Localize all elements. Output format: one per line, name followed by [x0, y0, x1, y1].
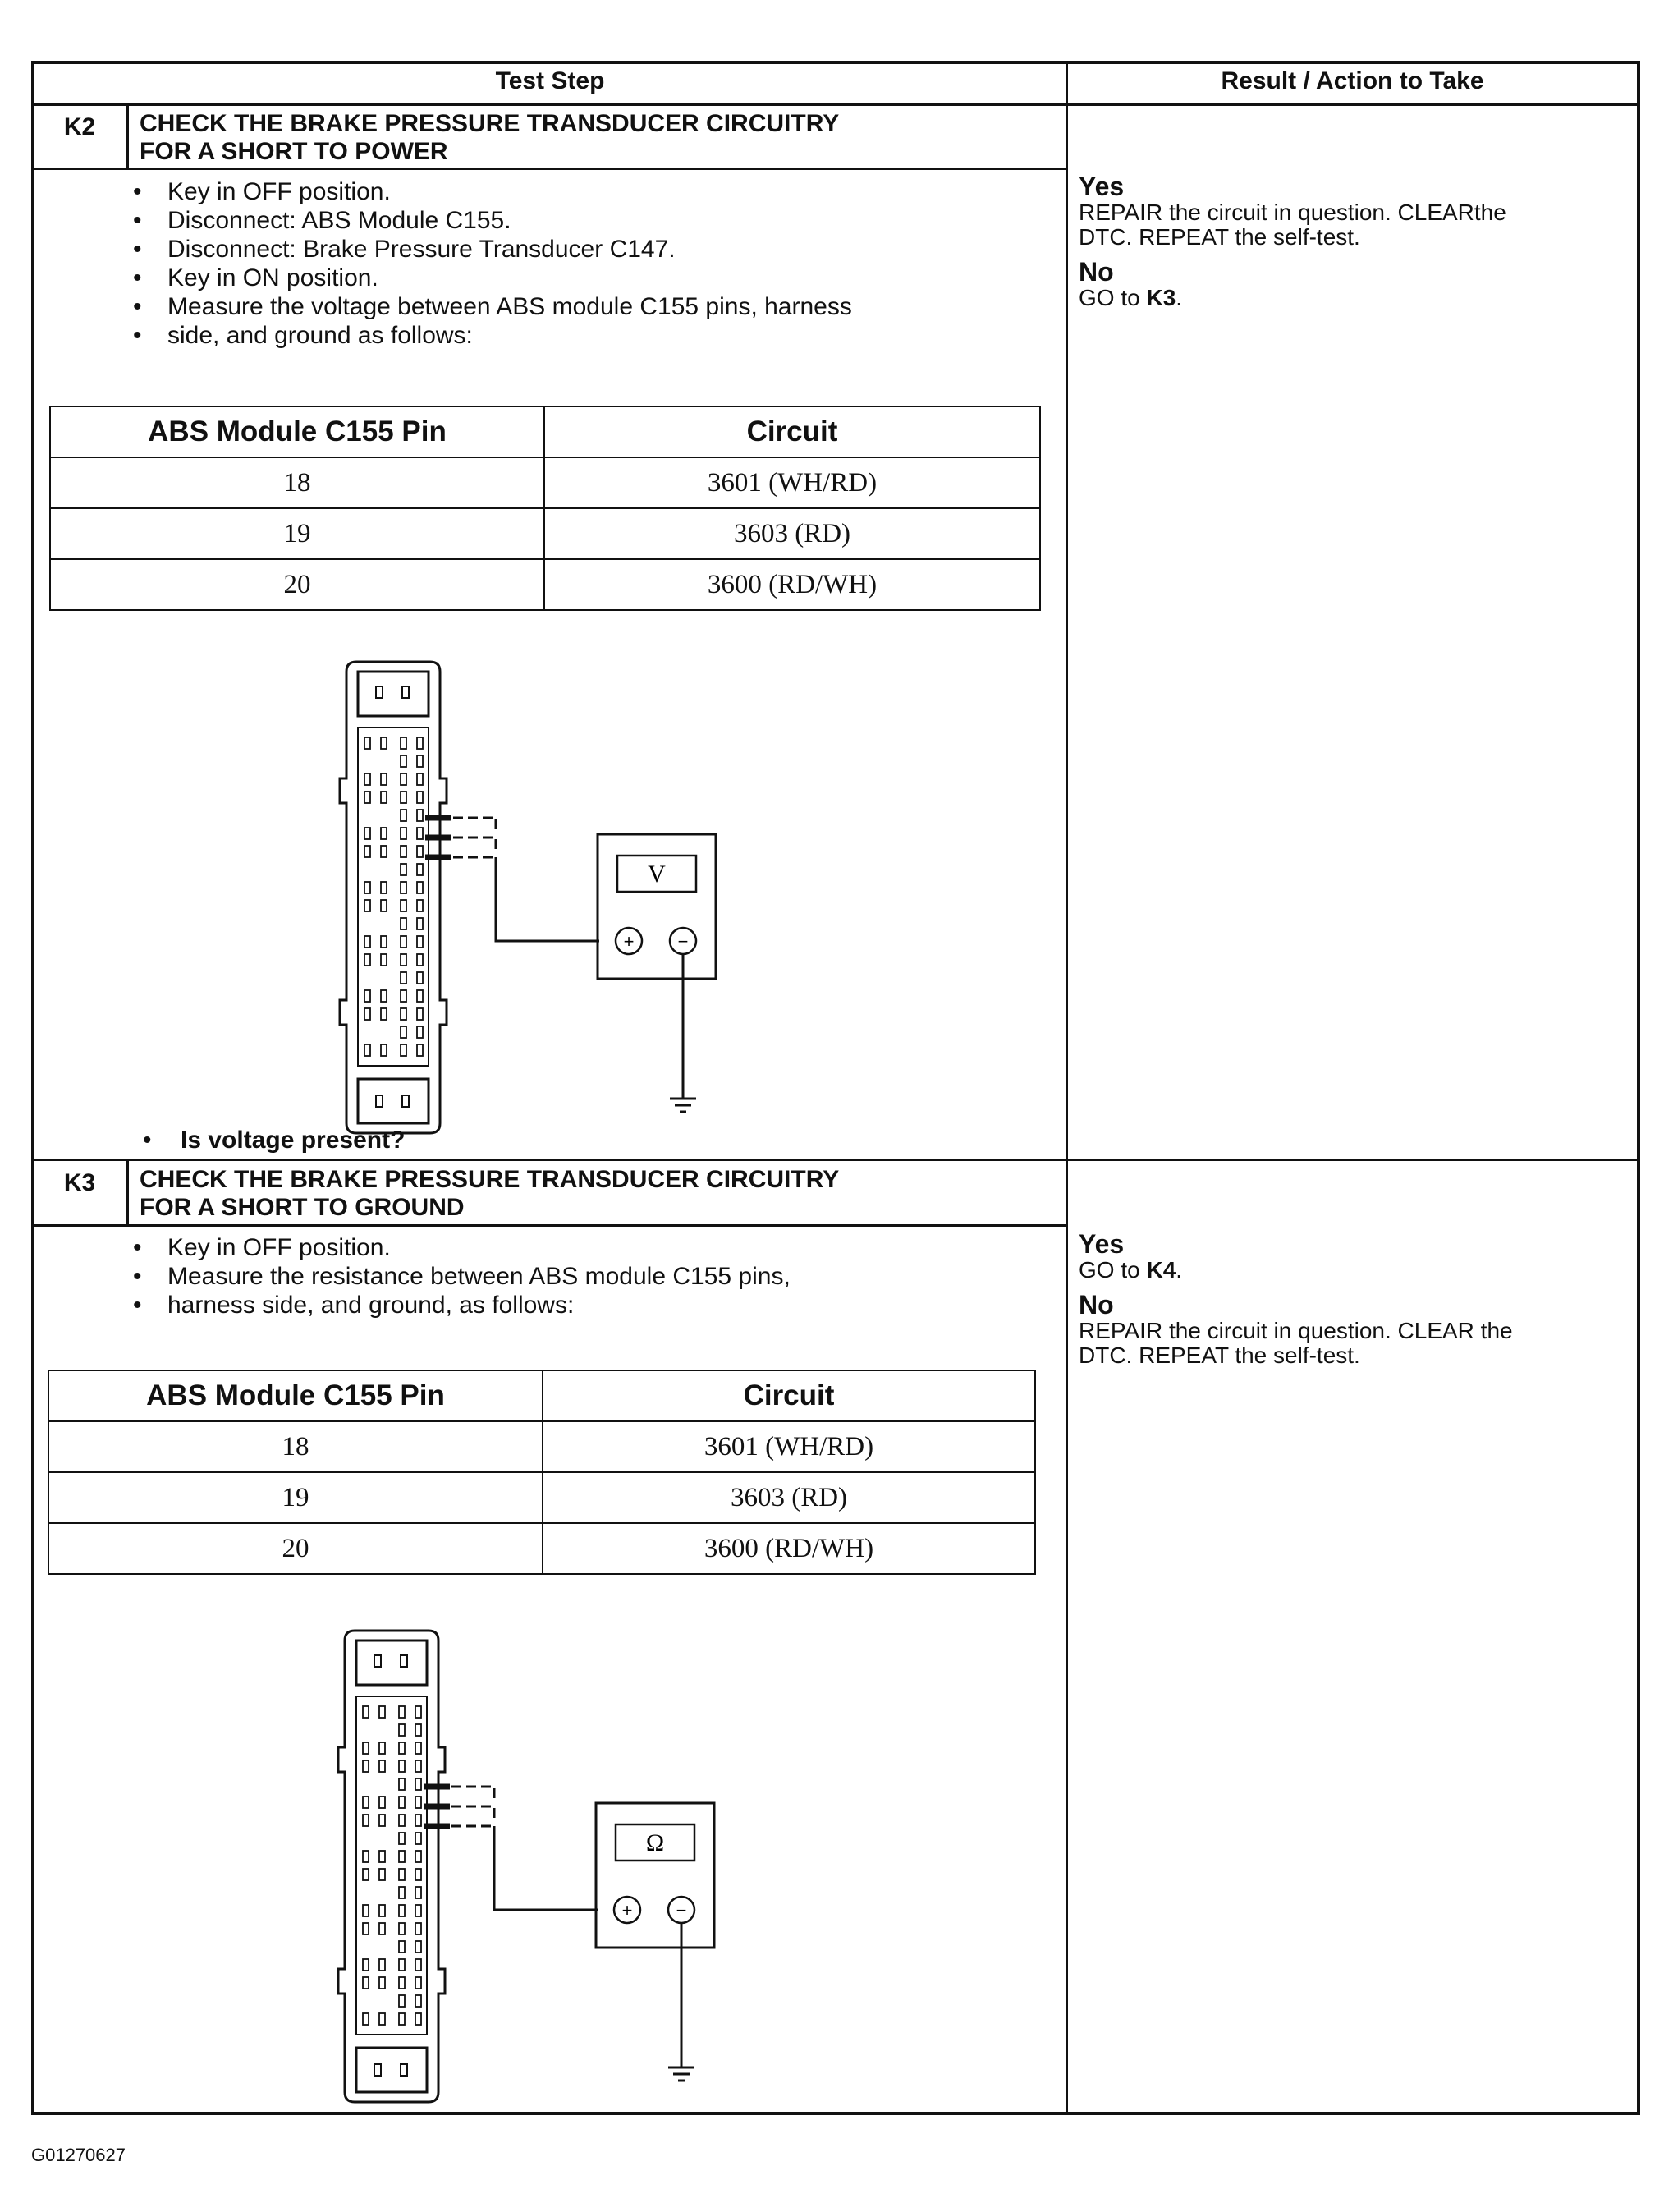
pin-table-k3 [48, 1370, 1036, 1575]
connector-pin [364, 936, 370, 948]
instruction-list-k3 [126, 1233, 791, 1319]
meter-minus: − [676, 1900, 687, 1921]
connector-pin [399, 1995, 405, 2007]
circuit-cell: 3601 (WH/RD) [544, 457, 1040, 508]
connector-pin [415, 1905, 421, 1916]
yes-action-line: DTC. REPEAT the self-test. [1079, 224, 1360, 250]
yes-action [1079, 1258, 1629, 1283]
connector-pin [417, 828, 423, 839]
connector-pin [401, 846, 406, 857]
circuit-cell: 3600 (RD/WH) [543, 1523, 1035, 1574]
connector-pin [401, 1044, 406, 1056]
yes-target-link[interactable]: K4 [1146, 1257, 1176, 1283]
meter-plus: + [621, 1900, 633, 1921]
connector-pin [401, 773, 406, 785]
instruction-item: • Key in OFF position. [126, 1233, 791, 1262]
connector-pin [381, 954, 387, 966]
connector-pin [363, 1815, 369, 1826]
connector-pins [364, 737, 423, 1056]
yes-label: Yes [1079, 172, 1125, 201]
connector-pin [363, 1760, 369, 1772]
table-row [48, 1421, 1035, 1472]
instruction-item: • Measure the resistance between ABS module C155 pins, [126, 1262, 791, 1291]
connector-pin [401, 828, 406, 839]
no-prefix: GO to [1079, 285, 1147, 310]
step-id-separator [126, 1161, 129, 1225]
connector-ohmmeter-diagram-k3 [320, 1624, 747, 2117]
connector-pin [363, 1959, 369, 1971]
connector-pin [364, 828, 370, 839]
connector-pin [401, 810, 406, 821]
connector-pin [379, 1959, 385, 1971]
connector-pin [381, 828, 387, 839]
connector-pin [417, 1026, 423, 1038]
step-title-line: CHECK THE BRAKE PRESSURE TRANSDUCER CIRCUITRY [140, 1166, 840, 1193]
connector-pin [399, 1905, 405, 1916]
table-header-row [50, 406, 1040, 457]
connector-pin [415, 1977, 421, 1989]
connector-pin [399, 1706, 405, 1718]
no-suffix: . [1176, 285, 1183, 310]
connector-pin [401, 737, 406, 749]
connector-pin [415, 1797, 421, 1808]
connector-pin [415, 1851, 421, 1862]
connector-pin [401, 954, 406, 966]
connector-pin [417, 810, 423, 821]
connector-pin [381, 773, 387, 785]
no-target-link[interactable]: K3 [1146, 285, 1176, 310]
meter-minus: − [677, 931, 689, 952]
connector-pin [381, 882, 387, 893]
connector-pin [417, 1044, 423, 1056]
connector-pin [399, 1742, 405, 1754]
figure-code: G01270627 [31, 2145, 126, 2165]
connector-icon [340, 662, 447, 1133]
header-test-step: Test Step [495, 67, 605, 94]
connector-pin [363, 1905, 369, 1916]
connector-pin [415, 1995, 421, 2007]
connector-pin [401, 864, 406, 875]
ohmmeter-icon [596, 1803, 714, 1948]
connector-pin [415, 1923, 421, 1934]
table-header [34, 64, 1637, 106]
connector-icon [338, 1631, 445, 2102]
no-label: No [1079, 1290, 1114, 1319]
connector-pin [417, 882, 423, 893]
question-k2: • Is voltage present? [181, 1127, 405, 1154]
instruction-text: harness side, and ground, as follows: [167, 1292, 575, 1319]
connector-pin [399, 1815, 405, 1826]
column-header-pin: ABS Module C155 Pin [48, 1370, 543, 1421]
connector-pin [364, 990, 370, 1002]
test-leads [424, 1787, 598, 1910]
connector-pin [417, 755, 423, 767]
connector-pin [417, 972, 423, 984]
connector-pin [381, 900, 387, 911]
pin-cell: 19 [50, 508, 544, 559]
connector-pin [417, 954, 423, 966]
instruction-list-k2 [126, 177, 852, 350]
step-id-k3: K3 [63, 1169, 96, 1196]
step-title-line: FOR A SHORT TO POWER [140, 138, 448, 165]
connector-pin [415, 1833, 421, 1844]
table-header-row [48, 1370, 1035, 1421]
table-row [48, 1523, 1035, 1574]
column-divider [1066, 64, 1068, 2112]
connector-pin [417, 1008, 423, 1020]
connector-pin [363, 1869, 369, 1880]
circuit-cell: 3603 (RD) [544, 508, 1040, 559]
connector-pin [363, 2013, 369, 2025]
instruction-item: • Key in ON position. [126, 264, 852, 292]
connector-pin [363, 1797, 369, 1808]
step-title-divider [34, 168, 1066, 170]
test-leads [425, 818, 599, 941]
instruction-item: • Disconnect: Brake Pressure Transducer C147. [126, 235, 852, 264]
no-action [1079, 286, 1629, 310]
connector-pin [379, 2013, 385, 2025]
pin-table-k2 [49, 406, 1041, 611]
instruction-item: • Key in OFF position. [126, 177, 852, 206]
connector-pin [379, 1706, 385, 1718]
pin-cell: 20 [48, 1523, 543, 1574]
connector-pin [415, 1815, 421, 1826]
meter-symbol: Ω [645, 1829, 665, 1856]
connector-pin [364, 792, 370, 803]
connector-pin [379, 1851, 385, 1862]
connector-pin [401, 900, 406, 911]
connector-pin [379, 1760, 385, 1772]
instruction-text: side, and ground as follows: [167, 322, 473, 349]
connector-pin [381, 990, 387, 1002]
connector-pin [379, 1977, 385, 1989]
connector-pin [417, 990, 423, 1002]
connector-pin [399, 1760, 405, 1772]
connector-pin [417, 900, 423, 911]
connector-pin [417, 936, 423, 948]
step-id-k2: K2 [63, 113, 96, 140]
connector-pin [399, 1724, 405, 1736]
pin-cell: 18 [50, 457, 544, 508]
connector-pin [417, 918, 423, 929]
yes-prefix: GO to [1079, 1257, 1147, 1283]
connector-pin [364, 846, 370, 857]
connector-pin [415, 1778, 421, 1790]
connector-pin [417, 864, 423, 875]
connector-pin [364, 1044, 370, 1056]
meter-plus: + [623, 931, 635, 952]
connector-pin [401, 936, 406, 948]
connector-pin [401, 792, 406, 803]
instruction-continuation [126, 1291, 791, 1319]
step-title-k2 [140, 110, 839, 166]
connector-pin [415, 1941, 421, 1953]
yes-label: Yes [1079, 1229, 1125, 1259]
test-table [31, 61, 1640, 2115]
connector-pin [417, 737, 423, 749]
connector-pin [417, 792, 423, 803]
instruction-item: • Measure the voltage between ABS module C155 pins, harness [126, 292, 852, 321]
connector-pin [401, 1008, 406, 1020]
connector-pin [415, 1706, 421, 1718]
step-title-divider [34, 1224, 1066, 1227]
table-row [50, 508, 1040, 559]
connector-pin [401, 1026, 406, 1038]
connector-pin [379, 1869, 385, 1880]
connector-pin [417, 846, 423, 857]
connector-pin [401, 755, 406, 767]
connector-pin [381, 792, 387, 803]
connector-pin [381, 936, 387, 948]
connector-pin [415, 2013, 421, 2025]
connector-pin [399, 1797, 405, 1808]
connector-pin [399, 1923, 405, 1934]
connector-pin [364, 954, 370, 966]
connector-pin [364, 1008, 370, 1020]
connector-pin [415, 1959, 421, 1971]
connector-pin [415, 1887, 421, 1898]
connector-pin [381, 1044, 387, 1056]
circuit-cell: 3603 (RD) [543, 1472, 1035, 1523]
pin-cell: 19 [48, 1472, 543, 1523]
column-header-pin: ABS Module C155 Pin [50, 406, 544, 457]
connector-pin [379, 1905, 385, 1916]
connector-pin [363, 1923, 369, 1934]
pin-cell: 18 [48, 1421, 543, 1472]
connector-pin [399, 1941, 405, 1953]
connector-pin [399, 1869, 405, 1880]
connector-pin [415, 1760, 421, 1772]
no-action-line: DTC. REPEAT the self-test. [1079, 1342, 1360, 1368]
header-result-action: Result / Action to Take [1221, 67, 1484, 94]
result-k3 [1079, 1230, 1629, 1376]
instruction-item: • Disconnect: ABS Module C155. [126, 206, 852, 235]
no-label: No [1079, 257, 1114, 287]
column-header-circuit: Circuit [544, 406, 1040, 457]
connector-pin [363, 1977, 369, 1989]
pin-cell: 20 [50, 559, 544, 610]
connector-pin [399, 1778, 405, 1790]
connector-pin [399, 1959, 405, 1971]
connector-pin [399, 2013, 405, 2025]
connector-pin [363, 1851, 369, 1862]
yes-action [1079, 200, 1629, 250]
voltmeter-icon [598, 834, 716, 979]
circuit-cell: 3600 (RD/WH) [544, 559, 1040, 610]
column-header-circuit: Circuit [543, 1370, 1035, 1421]
connector-pin [364, 737, 370, 749]
connector-pins [363, 1706, 421, 2025]
connector-pin [381, 1008, 387, 1020]
connector-pin [364, 882, 370, 893]
step-id-separator [126, 103, 129, 168]
connector-pin [401, 882, 406, 893]
connector-pin [379, 1923, 385, 1934]
connector-pin [399, 1851, 405, 1862]
connector-pin [415, 1869, 421, 1880]
no-action-line: REPAIR the circuit in question. CLEAR the [1079, 1318, 1513, 1343]
circuit-cell: 3601 (WH/RD) [543, 1421, 1035, 1472]
step-title-line: CHECK THE BRAKE PRESSURE TRANSDUCER CIRCUITRY [140, 110, 840, 137]
table-row [50, 559, 1040, 610]
table-row [48, 1472, 1035, 1523]
step-title-k3 [140, 1166, 839, 1222]
connector-pin [399, 1887, 405, 1898]
connector-pin [379, 1797, 385, 1808]
connector-pin [417, 773, 423, 785]
result-k2 [1079, 172, 1629, 319]
connector-pin [399, 1977, 405, 1989]
connector-pin [364, 773, 370, 785]
connector-pin [415, 1724, 421, 1736]
connector-pin [363, 1706, 369, 1718]
yes-suffix: . [1176, 1257, 1183, 1283]
connector-pin [401, 990, 406, 1002]
connector-pin [379, 1742, 385, 1754]
step-divider [34, 1159, 1637, 1161]
connector-pin [363, 1742, 369, 1754]
connector-pin [381, 737, 387, 749]
connector-pin [415, 1742, 421, 1754]
yes-action-line: REPAIR the circuit in question. CLEARthe [1079, 200, 1506, 225]
connector-pin [401, 972, 406, 984]
connector-pin [364, 900, 370, 911]
connector-pin [399, 1833, 405, 1844]
no-action [1079, 1319, 1629, 1368]
instruction-continuation [126, 321, 852, 350]
connector-pin [381, 846, 387, 857]
meter-symbol: V [648, 860, 666, 888]
table-row [50, 457, 1040, 508]
connector-pin [379, 1815, 385, 1826]
connector-pin [401, 918, 406, 929]
step-title-line: FOR A SHORT TO GROUND [140, 1194, 465, 1221]
connector-voltmeter-diagram-k2 [322, 655, 749, 1148]
